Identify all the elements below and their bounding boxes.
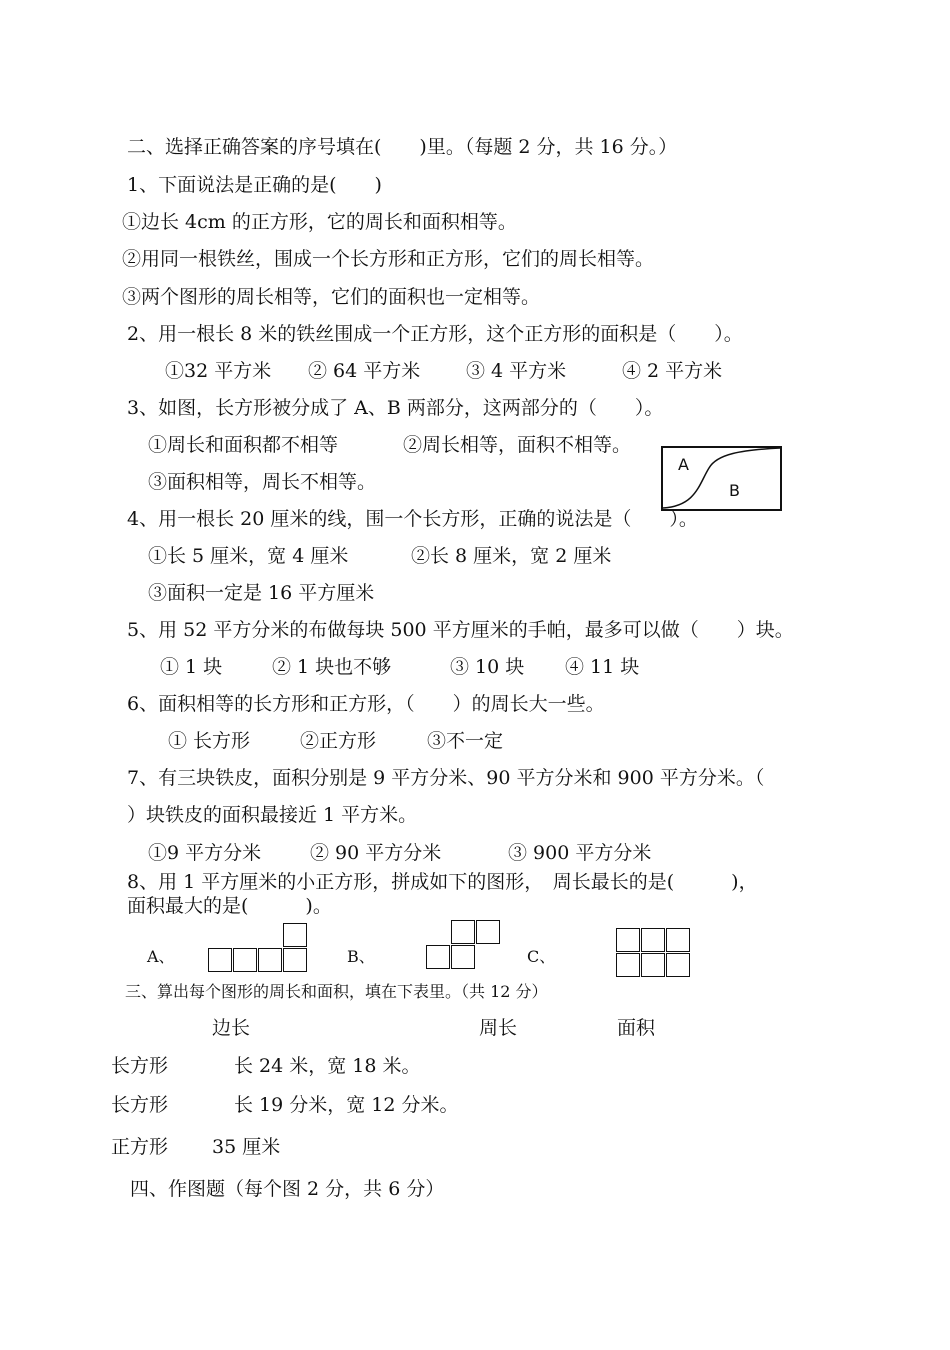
grid-square <box>283 948 307 972</box>
grid-square <box>451 920 475 944</box>
q1-option-3: ③两个图形的周长相等，它们的面积也一定相等。 <box>122 286 541 308</box>
q7-stem-line-2: ）块铁皮的面积最接近 1 平方米。 <box>127 804 418 826</box>
q2-option-2: ② 64 平方米 <box>308 360 421 382</box>
q8-figure-b <box>426 920 504 972</box>
grid-square <box>666 928 690 952</box>
grid-square <box>616 928 640 952</box>
grid-square <box>476 920 500 944</box>
grid-square <box>258 948 282 972</box>
grid-square <box>233 948 257 972</box>
table-header-area: 面积 <box>617 1017 656 1039</box>
table-row-2-side: 长 19 分米，宽 12 分米。 <box>234 1094 459 1116</box>
q7-option-1: ①9 平方分米 <box>148 842 262 864</box>
table-row-1-side: 长 24 米，宽 18 米。 <box>234 1055 421 1077</box>
q8-stem-line-2: 面积最大的是( )。 <box>127 895 332 917</box>
q4-option-3: ③面积一定是 16 平方厘米 <box>148 582 375 604</box>
q7-option-3: ③ 900 平方分米 <box>508 842 652 864</box>
grid-square <box>451 945 475 969</box>
q4-option-1: ①长 5 厘米，宽 4 厘米 <box>148 545 349 567</box>
q8-label-c: C、 <box>527 947 556 966</box>
grid-square <box>283 923 307 947</box>
table-row-3-side: 35 厘米 <box>212 1136 281 1158</box>
section-2-title: 二、选择正确答案的序号填在( )里。（每题 2 分，共 16 分。） <box>127 136 678 158</box>
section-3-title: 三、算出每个图形的周长和面积，填在下表里。（共 12 分） <box>125 982 548 1001</box>
section-4-title: 四、作图题（每个图 2 分，共 6 分） <box>130 1178 445 1200</box>
grid-square <box>666 953 690 977</box>
q3-label-a: A <box>678 455 689 474</box>
q1-option-1: ①边长 4cm 的正方形，它的周长和面积相等。 <box>122 211 517 233</box>
q8-label-a: A、 <box>147 947 175 966</box>
q4-stem: 4、用一根长 20 厘米的线，围一个长方形，正确的说法是（ ）。 <box>127 508 698 530</box>
q3-stem: 3、如图，长方形被分成了 A、B 两部分，这两部分的（ ）。 <box>127 397 664 419</box>
q5-option-4: ④ 11 块 <box>565 656 640 678</box>
q5-stem: 5、用 52 平方分米的布做每块 500 平方厘米的手帕，最多可以做（ ）块。 <box>127 619 794 641</box>
grid-square <box>616 953 640 977</box>
table-row-3-shape: 正方形 <box>111 1136 169 1158</box>
q4-option-2: ②长 8 厘米，宽 2 厘米 <box>411 545 612 567</box>
grid-square <box>426 945 450 969</box>
q3-option-2: ②周长相等，面积不相等。 <box>403 434 632 456</box>
q1-stem: 1、下面说法是正确的是( ) <box>127 174 382 196</box>
q6-stem: 6、面积相等的长方形和正方形，（ ）的周长大一些。 <box>127 693 605 715</box>
q5-option-2: ② 1 块也不够 <box>272 656 392 678</box>
q2-option-1: ①32 平方米 <box>165 360 272 382</box>
q2-option-3: ③ 4 平方米 <box>466 360 567 382</box>
table-row-2-shape: 长方形 <box>111 1094 169 1116</box>
q2-option-4: ④ 2 平方米 <box>622 360 723 382</box>
q5-option-1: ① 1 块 <box>160 656 223 678</box>
q3-label-b: B <box>729 481 740 500</box>
q3-option-1: ①周长和面积都不相等 <box>148 434 339 456</box>
q8-figure-c <box>616 928 694 980</box>
grid-square <box>208 948 232 972</box>
grid-square <box>641 953 665 977</box>
q3-rectangle-figure <box>661 446 782 511</box>
q6-option-3: ③不一定 <box>427 730 504 752</box>
q8-stem-line-1: 8、用 1 平方厘米的小正方形，拼成如下的图形， 周长最长的是( )， <box>127 871 758 893</box>
q5-option-3: ③ 10 块 <box>450 656 525 678</box>
q1-option-2: ②用同一根铁丝，围成一个长方形和正方形，它们的周长相等。 <box>122 248 655 270</box>
q6-option-1: ① 长方形 <box>168 730 251 752</box>
grid-square <box>641 928 665 952</box>
q8-label-b: B、 <box>347 947 375 966</box>
q7-option-2: ② 90 平方分米 <box>310 842 442 864</box>
q7-stem-line-1: 7、有三块铁皮，面积分别是 9 平方分米、90 平方分米和 900 平方分米。（ <box>127 767 765 789</box>
table-row-1-shape: 长方形 <box>111 1055 169 1077</box>
table-header-perimeter: 周长 <box>479 1017 518 1039</box>
q6-option-2: ②正方形 <box>300 730 377 752</box>
q3-option-3: ③面积相等，周长不相等。 <box>148 471 377 493</box>
q2-stem: 2、用一根长 8 米的铁丝围成一个正方形，这个正方形的面积是（ ）。 <box>127 323 743 345</box>
q8-figure-a <box>208 923 312 975</box>
table-header-side: 边长 <box>212 1017 251 1039</box>
